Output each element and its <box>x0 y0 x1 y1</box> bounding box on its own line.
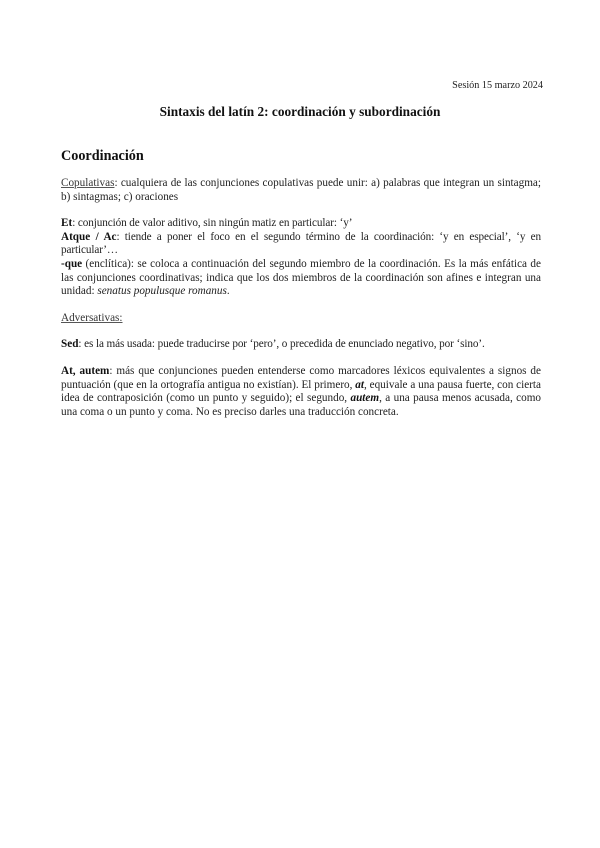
at-autem-text-3: , a una pausa menos acusada, como una coma o un punto y coma. No es preciso darles una traducción concreta. <box>61 392 541 418</box>
section-heading-coordinacion: Coordinación <box>61 148 144 164</box>
term-autem-inline: autem <box>350 392 380 405</box>
term-sed: Sed <box>61 338 79 351</box>
term-et: Et <box>61 217 73 230</box>
que-example: senatus populusque romanus <box>97 285 227 298</box>
term-atque-ac: Atque / Ac <box>61 230 117 243</box>
session-date: Sesión 15 marzo 2024 <box>452 80 543 91</box>
paragraph-et <box>61 217 541 231</box>
que-text-1: (enclítica): se coloca a continuación del segundo miembro de la coordinación. Es la más enfática de las conjunciones coordinativas; indica que los dos miembros de la coordinación son afines e integran una unidad: <box>61 257 541 298</box>
paragraph-sed <box>61 338 541 352</box>
paragraph-copulativas <box>61 177 541 204</box>
paragraph-at-autem <box>61 365 541 419</box>
label-copulativas: Copulativas <box>61 177 115 189</box>
que-text-2: . <box>226 285 230 298</box>
sed-text: : es la más usada: puede traducirse por ‘pero’, o precedida de enunciado negativo, por ‘sino’. <box>78 338 485 351</box>
term-at-autem: At, autem <box>61 364 110 377</box>
at-autem-text-2: , equivale a una pausa fuerte, con cierta idea de contraposición (como un punto y seguido); el segundo, <box>61 378 541 405</box>
paragraph-atque <box>61 231 541 258</box>
term-que: -que <box>61 257 83 270</box>
copulativas-text: : cualquiera de las conjunciones copulativas puede unir: a) palabras que integran un sintagma; b) sintagmas; c) oraciones <box>61 177 541 203</box>
paragraph-que <box>61 258 541 299</box>
term-at-inline: at <box>355 378 364 391</box>
label-adversativas: Adversativas: <box>61 311 123 324</box>
at-autem-text-1: : más que conjunciones pueden entenderse como marcadores léxicos equivalentes a signos de puntuación (que en la ortografía antigua no existían). El primero, <box>61 364 541 391</box>
document-body <box>61 148 541 419</box>
atque-text: : tiende a poner el foco en el segundo término de la coordinación: ‘y en especial’, ‘y en particular’… <box>61 230 542 257</box>
et-text: : conjunción de valor aditivo, sin ningún matiz en particular: ‘y’ <box>72 217 353 230</box>
document-title: Sintaxis del latín 2: coordinación y subordinación <box>159 104 441 119</box>
paragraph-adversativas-label <box>61 312 541 326</box>
